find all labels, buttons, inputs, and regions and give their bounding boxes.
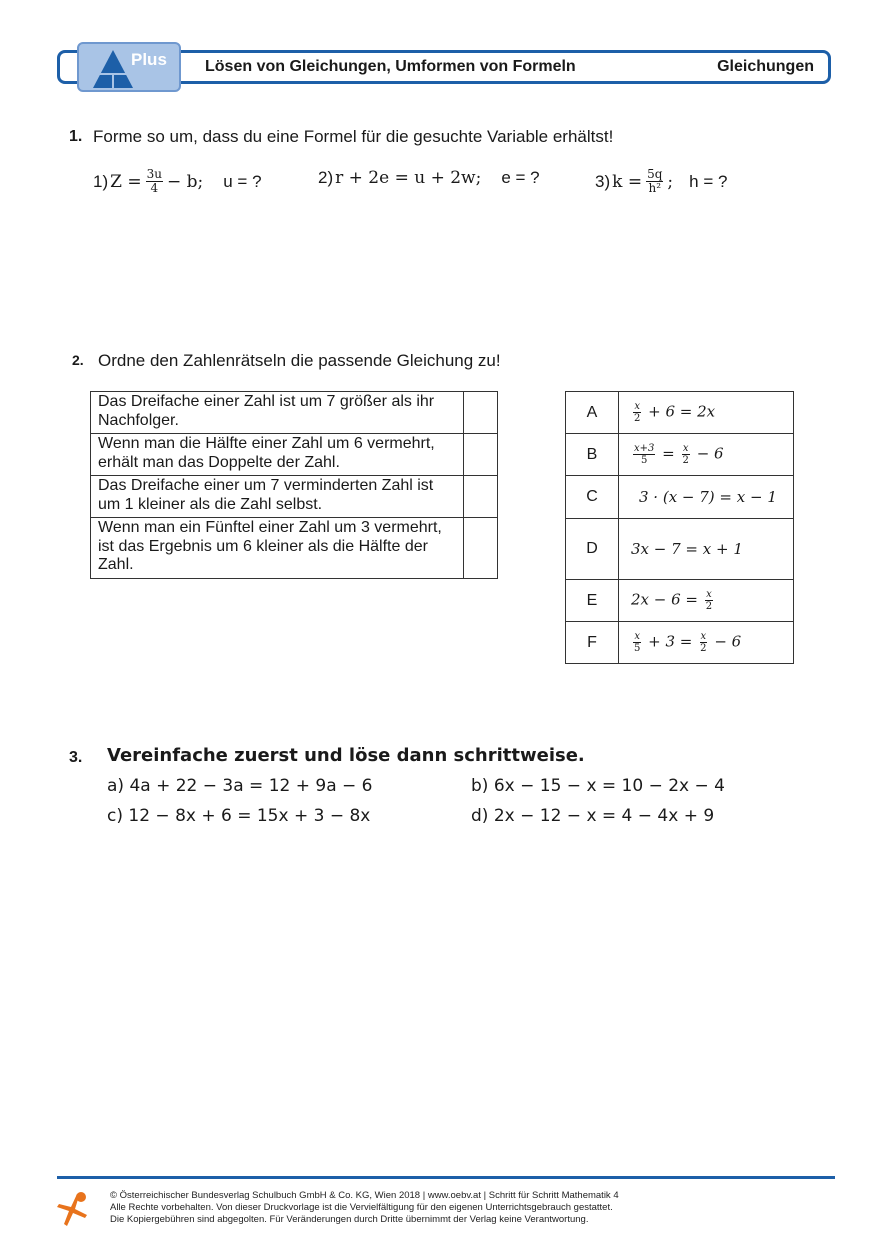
table-row <box>91 476 498 518</box>
fraction-numerator: x <box>682 443 689 454</box>
formula-target-variable: u = ? <box>223 171 262 191</box>
equation-label: D <box>566 519 619 580</box>
fraction-numerator: x <box>700 631 707 642</box>
formula-target-variable: e = ? <box>501 168 540 187</box>
equation-label: B <box>566 434 619 476</box>
task3-number: 3. <box>69 749 83 766</box>
triangle-logo-icon <box>91 48 135 90</box>
answer-cell[interactable] <box>464 434 498 476</box>
equation-mid: = <box>662 444 675 463</box>
footer-divider <box>57 1176 835 1179</box>
task1-instruction: Forme so um, dass du eine Formel für die gesuchte Variable erhältst! <box>93 127 614 146</box>
footer-line: Alle Rechte vorbehalten. Von dieser Druckvorlage ist die Vervielfältigung für den eigenen Unterrichtsgebrauch gestattet. <box>110 1202 613 1213</box>
plus-badge-label: Plus <box>131 50 167 69</box>
fraction-numerator: 3u <box>146 167 162 181</box>
task1-formula-1 <box>93 168 262 195</box>
fraction-denominator: 5 <box>641 455 648 466</box>
task1-number: 1. <box>69 128 83 145</box>
task2-number: 2. <box>72 352 84 368</box>
task3-item-b: b) 6x − 15 − x = 10 − 2x − 4 <box>471 776 725 796</box>
task3-item-a: a) 4a + 22 − 3a = 12 + 9a − 6 <box>107 776 373 796</box>
fraction-denominator: 4 <box>150 181 159 195</box>
riddle-text: Wenn man ein Fünftel einer Zahl um 3 vermehrt, ist das Ergebnis um 6 kleiner als die Hälfte der Zahl. <box>91 518 464 579</box>
formula-lhs: k = <box>612 171 643 192</box>
fraction-denominator: 2 <box>634 413 641 424</box>
fraction-denominator: h² <box>648 181 662 195</box>
equation-label: E <box>566 580 619 622</box>
table-row <box>91 518 498 579</box>
fraction-denominator: 5 <box>634 643 641 654</box>
answer-cell[interactable] <box>464 392 498 434</box>
equation: 3 · (x − 7) = x − 1 <box>619 476 794 519</box>
formula-rest: ; <box>667 171 674 192</box>
task2-instruction: Ordne den Zahlenrätseln die passende Gleichung zu! <box>98 351 501 370</box>
table-row <box>91 434 498 476</box>
equation-fraction <box>633 443 655 466</box>
formula-lhs: r + 2e = u + 2w; <box>335 168 482 188</box>
fraction-numerator: x <box>706 589 712 600</box>
formula-label: 3) <box>595 171 611 191</box>
formula-fraction <box>646 168 663 195</box>
table-row <box>566 519 794 580</box>
formula-fraction <box>146 168 163 195</box>
equation: 3x − 7 = x + 1 <box>619 519 794 580</box>
answer-cell[interactable] <box>464 518 498 579</box>
riddle-table <box>90 391 498 579</box>
riddle-text: Das Dreifache einer um 7 verminderten Zahl ist um 1 kleiner als die Zahl selbst. <box>91 476 464 518</box>
equation-rest: + 6 = 2x <box>648 402 716 421</box>
formula-label: 1) <box>93 171 109 191</box>
equation-label: A <box>566 392 619 434</box>
task1-formula-2 <box>318 168 540 188</box>
publisher-logo-icon <box>55 1190 91 1233</box>
riddle-text: Das Dreifache einer Zahl ist um 7 größer als ihr Nachfolger. <box>91 392 464 434</box>
equation <box>619 392 794 434</box>
footer-line: Die Kopiergebühren sind abgegolten. Für Veränderungen durch Dritte übernimmt der Verlag keine Verantwortung. <box>110 1214 589 1225</box>
equation-mid: + 3 = <box>648 632 693 651</box>
task1-formula-3 <box>595 168 727 195</box>
equation-fraction <box>705 589 713 612</box>
equation-fraction <box>633 631 641 654</box>
plus-logo <box>77 42 181 92</box>
equation <box>619 580 794 622</box>
equation-fraction <box>699 631 707 654</box>
fraction-numerator: x <box>634 401 640 412</box>
equation <box>619 434 794 476</box>
fraction-numerator: 5q <box>647 167 663 181</box>
equation-pre: 2x − 6 = <box>631 590 698 609</box>
fraction-numerator: x <box>634 631 640 642</box>
fraction-denominator: 2 <box>705 601 713 612</box>
topic-label: Gleichungen <box>717 58 814 75</box>
equation-label: C <box>566 476 619 519</box>
table-row <box>566 476 794 519</box>
equation-table <box>565 391 794 664</box>
equation-label: F <box>566 622 619 664</box>
equation-rest: − 6 <box>696 444 724 463</box>
equation-rest: − 6 <box>714 632 742 651</box>
fraction-numerator: x+3 <box>634 443 655 454</box>
formula-lhs: Z = <box>110 171 142 192</box>
formula-target-variable: h = ? <box>689 171 728 191</box>
equation-fraction <box>682 443 690 466</box>
fraction-denominator: 2 <box>700 643 707 654</box>
footer-copyright <box>110 1190 619 1226</box>
equation <box>619 622 794 664</box>
fraction-denominator: 2 <box>682 455 689 466</box>
formula-label: 2) <box>318 168 334 187</box>
table-row <box>566 622 794 664</box>
answer-cell[interactable] <box>464 476 498 518</box>
table-row <box>91 392 498 434</box>
footer-line: © Österreichischer Bundesverlag Schulbuch GmbH & Co. KG, Wien 2018 | www.oebv.at | Schritt für Schritt Mathematik 4 <box>110 1190 619 1201</box>
table-row <box>566 434 794 476</box>
equation-fraction <box>633 401 641 424</box>
task3-item-c: c) 12 − 8x + 6 = 15x + 3 − 8x <box>107 806 371 826</box>
task3-instruction: Vereinfache zuerst und löse dann schrittweise. <box>107 745 585 766</box>
page-title: Lösen von Gleichungen, Umformen von Formeln <box>205 58 576 75</box>
task3-item-d: d) 2x − 12 − x = 4 − 4x + 9 <box>471 806 715 826</box>
table-row <box>566 580 794 622</box>
riddle-text: Wenn man die Hälfte einer Zahl um 6 vermehrt, erhält man das Doppelte der Zahl. <box>91 434 464 476</box>
formula-rest: − b; <box>166 171 204 192</box>
table-row <box>566 392 794 434</box>
